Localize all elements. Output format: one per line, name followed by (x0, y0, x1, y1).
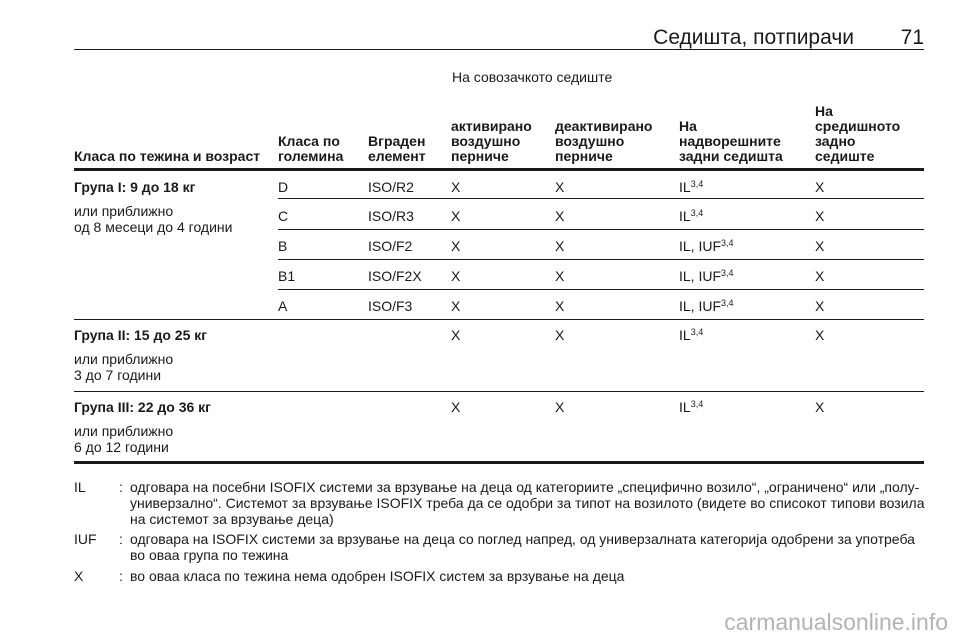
row-divider (278, 229, 924, 230)
note-colon: : (119, 479, 123, 495)
cell-outer: IL, IUF$^{3,4}$ (679, 298, 734, 314)
cell-active: X (451, 327, 461, 343)
cell-size: A (278, 298, 288, 314)
cell-active: X (451, 268, 461, 284)
note-text: одговара на посебни ISOFIX системи за врзување на деца од категориите „специфично возило“, „ограничено“ или „полу-универзално“. Системот за врзување ISOFIX треба да се одобри за типот на возилото (видете во списокот типови возила на системот за врзување деца) (130, 479, 925, 527)
group-divider (74, 319, 924, 320)
group-title: Група II: 15 до 25 кг (74, 327, 208, 343)
group-title: Група I: 9 до 18 кг (74, 179, 196, 195)
table-bottom-rule (74, 461, 924, 464)
cell-outer: IL, IUF$^{3,4}$ (679, 268, 734, 284)
cell-deactive: X (555, 179, 565, 195)
cell-outer: IL$^{3,4}$ (679, 399, 704, 415)
cell-fixture: ISO/F3 (368, 298, 413, 314)
col-header-outer-rear: На надворешните задни седишта (679, 118, 783, 164)
note-x (74, 568, 934, 584)
note-abbr: IUF (74, 531, 97, 547)
cell-fixture: ISO/F2X (368, 268, 422, 284)
cell-outer: IL$^{3,4}$ (679, 327, 704, 343)
cell-deactive: X (555, 268, 565, 284)
cell-size: C (278, 208, 289, 224)
cell-fixture: ISO/R3 (368, 208, 414, 224)
table-group-caption: На совозачкото седиште (452, 69, 613, 85)
cell-center: X (815, 238, 825, 254)
cell-deactive: X (555, 298, 565, 314)
group-subtitle: или приближно од 8 месеци до 4 години (74, 203, 233, 235)
cell-active: X (451, 238, 461, 254)
cell-deactive: X (555, 399, 565, 415)
group-subtitle: или приближно 3 до 7 години (74, 351, 174, 383)
cell-outer: IL$^{3,4}$ (679, 208, 704, 224)
cell-size: B (278, 238, 288, 254)
row-divider (278, 259, 924, 260)
cell-fixture: ISO/F2 (368, 238, 413, 254)
group-divider (74, 391, 924, 392)
page-number: 71 (900, 26, 924, 49)
note-abbr: X (74, 568, 84, 584)
cell-active: X (451, 298, 461, 314)
row-divider (278, 289, 924, 290)
col-header-deactive-airbag: деактивирано воздушно перниче (555, 118, 653, 164)
group-title: Група III: 22 до 36 кг (74, 399, 211, 415)
col-header-size-class: Класа по големина (278, 133, 344, 164)
note-il (74, 479, 934, 527)
cell-deactive: X (555, 238, 565, 254)
note-text: во оваа класа по тежина нема одобрен ISOFIX систем за врзување на деца (130, 568, 625, 584)
note-abbr: IL (74, 479, 86, 495)
table-header-rule (74, 168, 924, 171)
watermark: carmanualsonline.info (724, 609, 948, 635)
cell-deactive: X (555, 327, 565, 343)
cell-outer: IL, IUF$^{3,4}$ (679, 238, 734, 254)
cell-active: X (451, 399, 461, 415)
page-title: Седишта, потпирачи (653, 26, 854, 49)
cell-size: D (278, 179, 289, 195)
col-header-active-airbag: активирано воздушно перниче (451, 118, 532, 164)
group-subtitle: или приближно 6 до 12 години (74, 423, 174, 455)
header-rule (74, 49, 924, 50)
cell-outer: IL$^{3,4}$ (679, 179, 704, 195)
col-header-weight-class: Класа по тежина и возраст (74, 148, 261, 164)
col-header-center-rear: На средишното задно седиште (815, 103, 901, 164)
cell-center: X (815, 179, 825, 195)
page-header (74, 26, 924, 48)
row-divider (278, 198, 924, 199)
cell-active: X (451, 179, 461, 195)
cell-center: X (815, 268, 825, 284)
cell-center: X (815, 208, 825, 224)
cell-center: X (815, 298, 825, 314)
cell-size: B1 (278, 268, 296, 284)
cell-active: X (451, 208, 461, 224)
note-iuf (74, 531, 934, 563)
note-colon: : (119, 531, 123, 547)
note-text: одговара на ISOFIX системи за врзување на деца со поглед напред, од универзалната категорија одобрени за употреба во оваа група по тежина (130, 531, 915, 563)
cell-center: X (815, 327, 825, 343)
cell-fixture: ISO/R2 (368, 179, 414, 195)
note-colon: : (119, 568, 123, 584)
cell-deactive: X (555, 208, 565, 224)
cell-center: X (815, 399, 825, 415)
col-header-fixture: Вграден елемент (368, 133, 426, 164)
